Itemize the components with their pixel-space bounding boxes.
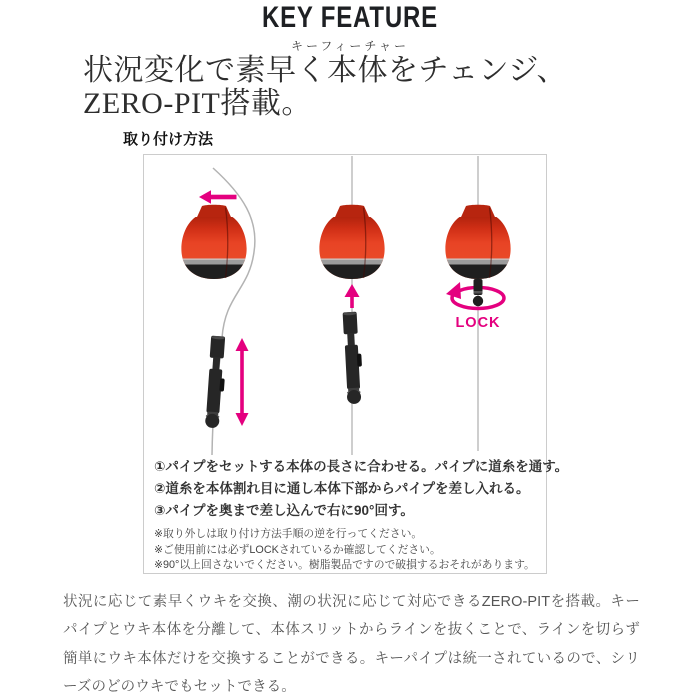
feature-description: 状況に応じて素早くウキを交換、潮の状況に応じて対応できるZERO-PITを搭載。キーパイプとウキ本体を分離して、本体スリットからラインを抜くことで、ラインを切らず簡単にウキ本体だけを交換することができる。キーパイプは統一されているので、シリーズのどのウキでもセットできる。 <box>63 594 640 696</box>
rotate-arrow-head-icon <box>446 282 461 299</box>
key-pipe-tip-step3 <box>473 279 483 306</box>
lock-label: LOCK <box>455 315 501 331</box>
headline-line-1: 状況変化で素早く本体をチェンジ、 <box>83 54 567 87</box>
key-feature-header <box>0 1 700 35</box>
installation-notes <box>154 527 540 574</box>
installation-method-label: 取り付け方法 <box>123 131 214 148</box>
slide-left-arrow-icon <box>199 190 237 204</box>
note-3: ※90°以上回さないでください。樹脂製品ですので破損するおそれがあります。 <box>154 559 535 571</box>
installation-diagram-box <box>143 154 569 574</box>
note-2: ※ご使用前には必ずLOCKされているか確認してください。 <box>154 543 441 556</box>
step-2: ②道糸を本体割れ目に通し本体下部からパイプを差し入れる。 <box>154 481 530 496</box>
uki-float-step2 <box>318 205 386 280</box>
headline-line-2: ZERO-PIT搭載。 <box>83 87 312 120</box>
uki-float-step1 <box>180 205 248 280</box>
installation-steps <box>154 456 569 522</box>
step-3: ③パイプを奥まで差し込んで右に90°回す。 <box>154 503 414 518</box>
step-1: ①パイプをセットする本体の長さに合わせる。パイプに道糸を通す。 <box>154 459 569 474</box>
key-pipe-step1 <box>205 336 228 429</box>
page-headline <box>83 54 567 120</box>
key-feature-title: KEY FEATURE <box>262 1 438 34</box>
note-1: ※取り外しは取り付け方法手順の逆を行ってください。 <box>154 528 423 540</box>
uki-float-step3 <box>444 205 512 280</box>
key-feature-subtitle: キーフィーチャー <box>290 39 410 53</box>
installation-diagram <box>144 155 546 457</box>
key-pipe-step2 <box>343 312 364 405</box>
up-down-arrow-icon <box>236 338 249 426</box>
insert-up-arrow-icon <box>345 284 360 308</box>
